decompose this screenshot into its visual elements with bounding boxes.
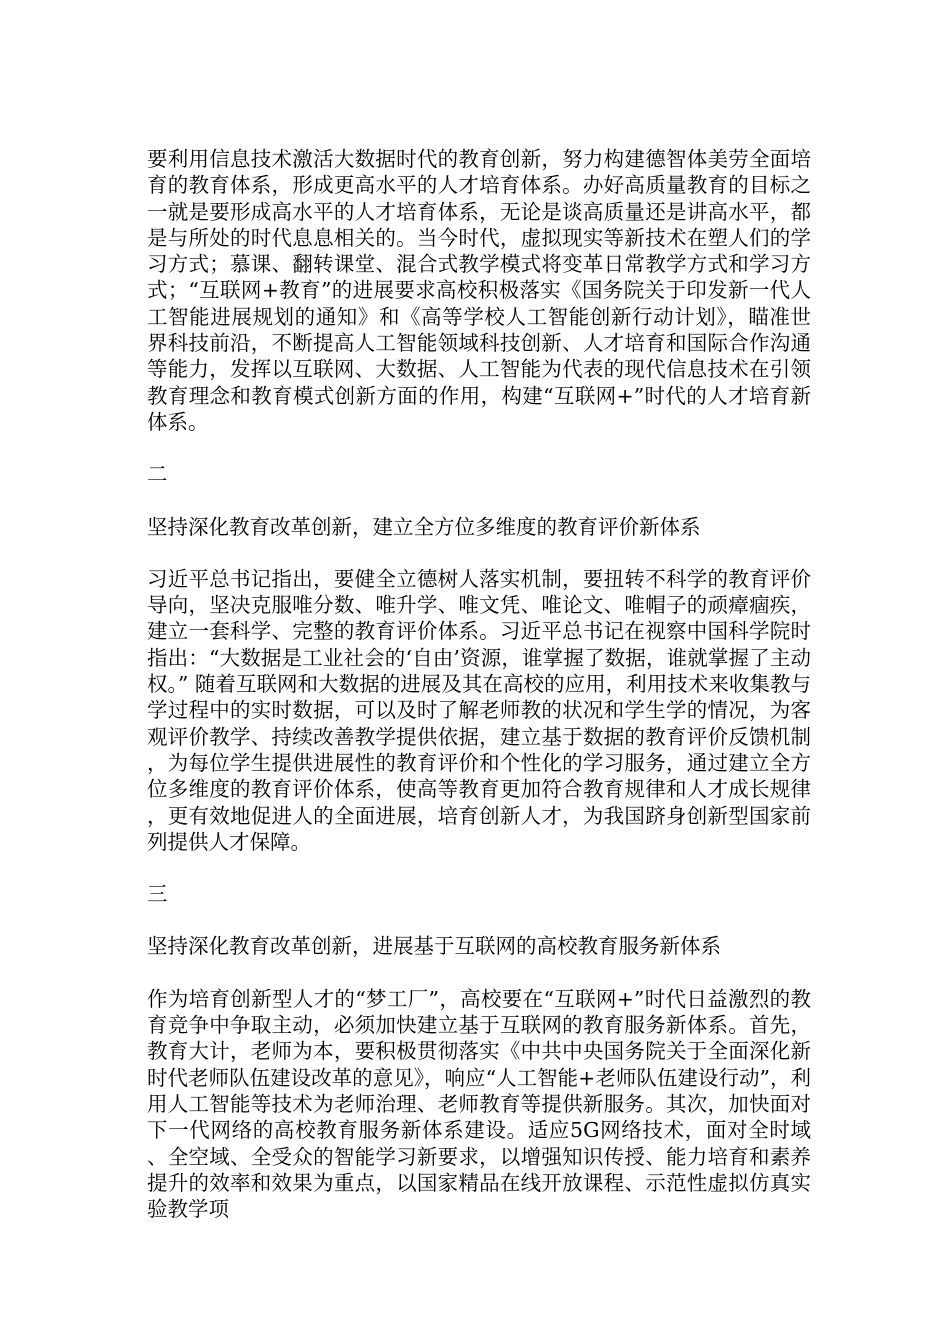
section-number-three: 三	[147, 882, 168, 907]
section-heading-service: 坚持深化教育改革创新，进展基于互联网的高校教育服务新体系	[147, 934, 721, 959]
paragraph-evaluation: 习近平总书记指出，要健全立德树人落实机制，要扭转不科学的教育评价导向，坚决克服唯分数、唯升学、唯文凭、唯论文、唯帽子的顽瘴痼疾，建立一套科学、完整的教育评价体系。习近平总书记在视察中国科学院时指出：“大数据是工业社会的‘自由’资源，谁掌握了数据，谁就掌握了主动权。” 随着互联网和大数据的进展及其在高校的应用，利用技术来收集教与学过程中的实时数据，可以及时了解老师教的状况和学生学的情况，为客观评价教学、持续改善教学提供依据，建立基于数据的教育评价反馈机制，为每位学生提供进展性的教育评价和个性化的学习服务，通过建立全方位多维度的教育评价体系，使高等教育更加符合教育规律和人才成长规律，更有效地促进人的全面进展，培育创新人才，为我国跻身创新型国家前列提供人才保障。	[147, 566, 811, 854]
paragraph-service: 作为培育创新型人才的“梦工厂”，高校要在“互联网+”时代日益激烈的教育竞争中争取主动，必须加快建立基于互联网的教育服务新体系。首先，教育大计，老师为本，要积极贯彻落实《中共中央国务院关于全面深化新时代老师队伍建设改革的意见》，响应“人工智能+老师队伍建设行动”，利用人工智能等技术为老师治理、老师教育等提供新服务。其次，加快面对下一代网络的高校教育服务新体系建设。适应5G网络技术，面对全时域、全空域、全受众的智能学习新要求，以增强知识传授、能力培育和素养提升的效率和效果为重点，以国家精品在线开放课程、示范性虚拟仿真实验教学项	[147, 986, 811, 1222]
section-heading-evaluation: 坚持深化教育改革创新，建立全方位多维度的教育评价新体系	[147, 514, 701, 539]
paragraph-intro: 要利用信息技术激活大数据时代的教育创新，努力构建德智体美劳全面培育的教育体系，形成更高水平的人才培育体系。办好高质量教育的目标之一就是要形成高水平的人才培育体系，无论是谈高质量还是讲高水平，都是与所处的时代息息相关的。当今时代，虚拟现实等新技术在塑人们的学习方式；慕课、翻转课堂、混合式教学模式将变革日常教学方式和学习方式；“互联网+教育”的进展要求高校积极落实《国务院关于印发新一代人工智能进展规划的通知》和《高等学校人工智能创新行动计划》，瞄准世界科技前沿，不断提高人工智能领域科技创新、人才培育和国际合作沟通等能力，发挥以互联网、大数据、人工智能为代表的现代信息技术在引领教育理念和教育模式创新方面的作用，构建“互联网+”时代的人才培育新体系。	[147, 147, 811, 434]
section-number-two: 二	[147, 462, 168, 487]
document-page	[147, 146, 811, 1222]
